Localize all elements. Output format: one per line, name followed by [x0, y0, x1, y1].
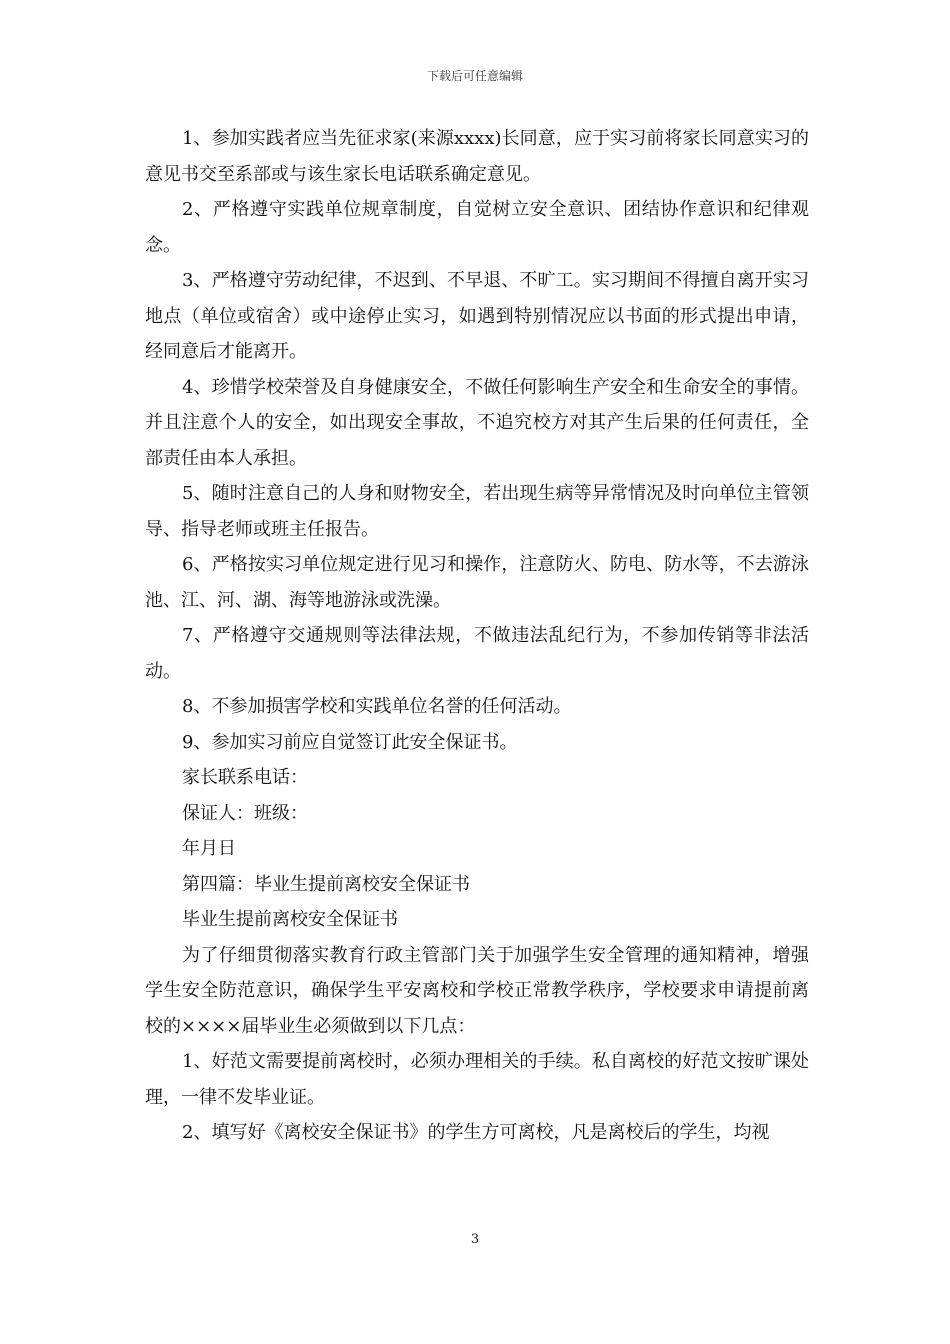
document-body	[145, 121, 809, 1151]
page-header: 下载后可任意编辑	[426, 69, 523, 83]
section-heading: 第四篇：毕业生提前离校安全保证书	[182, 873, 470, 895]
page-number: 3	[470, 1232, 480, 1247]
paragraph: 2、严格遵守实践单位规章制度，自觉树立安全意识、团结协作意识和纪律观念。	[145, 199, 809, 256]
parent-phone-line: 家长联系电话：	[182, 767, 308, 788]
date-line: 年月日	[182, 838, 236, 859]
paragraph: 1、参加实践者应当先征求家(来源xxxx)长同意，应于实习前将家长同意实习的意见书交至系部或与该生家长电话联系确定意见。	[145, 128, 809, 185]
document-title: 毕业生提前离校安全保证书	[182, 909, 398, 930]
paragraph: 4、珍惜学校荣誉及自身健康安全，不做任何影响生产安全和生命安全的事情。并且注意个人的安全，如出现安全事故，不追究校方对其产生后果的任何责任，全部责任由本人承担。	[145, 376, 809, 469]
paragraph: 6、严格按实习单位规定进行见习和操作，注意防火、防电、防水等，不去游泳池、江、河、湖、海等地游泳或洗澡。	[145, 554, 809, 611]
paragraph: 3、严格遵守劳动纪律，不迟到、不早退、不旷工。实习期间不得擅自离开实习地点（单位或宿舍）或中途停止实习，如遇到特别情况应以书面的形式提出申请，经同意后才能离开。	[145, 270, 809, 362]
paragraph: 9、参加实习前应自觉签订此安全保证书。	[182, 731, 518, 753]
paragraph: 7、严格遵守交通规则等法律法规，不做违法乱纪行为，不参加传销等非法活动。	[145, 625, 809, 682]
paragraph: 5、随时注意自己的人身和财物安全，若出现生病等异常情况及时向单位主管领导、指导老师或班主任报告。	[145, 483, 809, 540]
paragraph: 8、不参加损害学校和实践单位名誉的任何活动。	[182, 696, 572, 717]
paragraph: 2、填写好《离校安全保证书》的学生方可离校，凡是离校后的学生，均视	[182, 1122, 770, 1143]
guarantor-line: 保证人：班级：	[182, 802, 308, 824]
paragraph: 为了仔细贯彻落实教育行政主管部门关于加强学生安全管理的通知精神，增强学生安全防范意识，确保学生平安离校和学校正常教学秩序，学校要求申请提前离校的××××届毕业生必须做到以下几点：	[145, 944, 809, 1037]
paragraph: 1、好范文需要提前离校时，必须办理相关的手续。私自离校的好范文按旷课处理，一律不发毕业证。	[145, 1051, 809, 1108]
